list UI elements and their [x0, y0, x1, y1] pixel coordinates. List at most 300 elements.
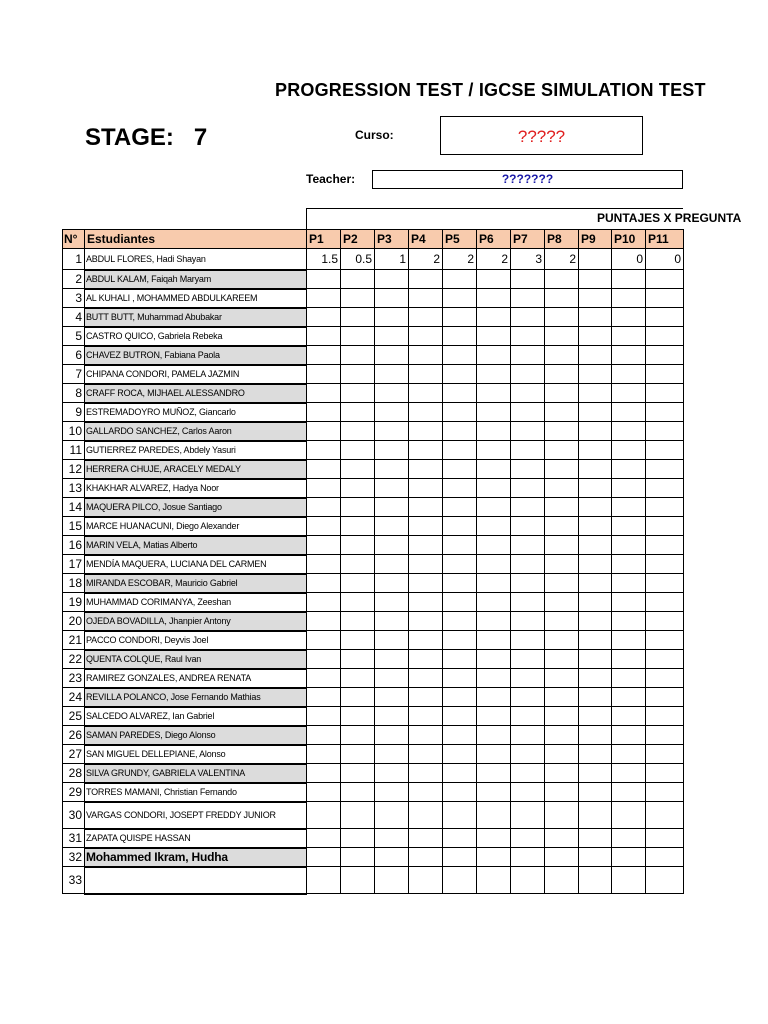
score-cell-p9[interactable] — [579, 650, 612, 669]
score-cell-p6[interactable] — [477, 829, 511, 848]
score-cell-p9[interactable] — [579, 308, 612, 327]
score-cell-p1[interactable] — [307, 346, 341, 365]
student-name-cell[interactable]: VARGAS CONDORI, JOSEPT FREDDY JUNIOR — [85, 802, 307, 829]
score-cell-p2[interactable] — [341, 612, 375, 631]
score-cell-p3[interactable] — [375, 848, 409, 867]
score-cell-p3[interactable] — [375, 802, 409, 829]
score-cell-p8[interactable] — [545, 498, 579, 517]
score-cell-p7[interactable] — [511, 867, 545, 894]
score-cell-p6[interactable] — [477, 441, 511, 460]
score-cell-p1[interactable] — [307, 555, 341, 574]
student-name-cell[interactable]: AL KUHALI , MOHAMMED ABDULKAREEM — [85, 289, 307, 308]
score-cell-p11[interactable] — [646, 460, 684, 479]
score-cell-p10[interactable]: 0 — [612, 249, 646, 270]
score-cell-p4[interactable] — [409, 688, 443, 707]
score-cell-p4[interactable] — [409, 498, 443, 517]
score-cell-p5[interactable] — [443, 829, 477, 848]
score-cell-p5[interactable] — [443, 517, 477, 536]
score-cell-p7[interactable] — [511, 669, 545, 688]
score-cell-p5[interactable] — [443, 365, 477, 384]
score-cell-p1[interactable] — [307, 308, 341, 327]
student-name-cell[interactable]: GALLARDO SANCHEZ, Carlos Aaron — [85, 422, 307, 441]
score-cell-p2[interactable] — [341, 669, 375, 688]
score-cell-p11[interactable] — [646, 669, 684, 688]
score-cell-p6[interactable] — [477, 726, 511, 745]
score-cell-p10[interactable] — [612, 308, 646, 327]
score-cell-p1[interactable] — [307, 498, 341, 517]
score-cell-p10[interactable] — [612, 764, 646, 783]
score-cell-p10[interactable] — [612, 555, 646, 574]
score-cell-p1[interactable] — [307, 517, 341, 536]
score-cell-p10[interactable] — [612, 574, 646, 593]
score-cell-p5[interactable] — [443, 346, 477, 365]
score-cell-p3[interactable] — [375, 536, 409, 555]
score-cell-p8[interactable] — [545, 479, 579, 498]
score-cell-p3[interactable] — [375, 612, 409, 631]
score-cell-p9[interactable] — [579, 764, 612, 783]
score-cell-p9[interactable] — [579, 688, 612, 707]
score-cell-p3[interactable] — [375, 460, 409, 479]
score-cell-p8[interactable] — [545, 574, 579, 593]
score-cell-p7[interactable] — [511, 498, 545, 517]
score-cell-p11[interactable] — [646, 707, 684, 726]
score-cell-p3[interactable] — [375, 441, 409, 460]
score-cell-p11[interactable] — [646, 384, 684, 403]
student-name-cell[interactable]: MIRANDA ESCOBAR, Mauricio Gabriel — [85, 574, 307, 593]
score-cell-p6[interactable] — [477, 574, 511, 593]
score-cell-p11[interactable] — [646, 422, 684, 441]
score-cell-p8[interactable] — [545, 270, 579, 289]
score-cell-p5[interactable] — [443, 612, 477, 631]
score-cell-p10[interactable] — [612, 612, 646, 631]
score-cell-p6[interactable] — [477, 612, 511, 631]
score-cell-p5[interactable] — [443, 707, 477, 726]
score-cell-p2[interactable]: 0.5 — [341, 249, 375, 270]
score-cell-p4[interactable] — [409, 308, 443, 327]
score-cell-p8[interactable] — [545, 688, 579, 707]
score-cell-p5[interactable] — [443, 270, 477, 289]
score-cell-p1[interactable]: 1.5 — [307, 249, 341, 270]
student-name-cell[interactable]: PACCO CONDORI, Deyvis Joel — [85, 631, 307, 650]
score-cell-p1[interactable] — [307, 867, 341, 894]
score-cell-p6[interactable] — [477, 289, 511, 308]
score-cell-p7[interactable] — [511, 593, 545, 612]
score-cell-p2[interactable] — [341, 346, 375, 365]
score-cell-p2[interactable] — [341, 631, 375, 650]
score-cell-p2[interactable] — [341, 460, 375, 479]
score-cell-p8[interactable] — [545, 422, 579, 441]
score-cell-p6[interactable] — [477, 688, 511, 707]
score-cell-p7[interactable] — [511, 612, 545, 631]
score-cell-p9[interactable] — [579, 631, 612, 650]
score-cell-p2[interactable] — [341, 574, 375, 593]
score-cell-p1[interactable] — [307, 707, 341, 726]
score-cell-p5[interactable] — [443, 650, 477, 669]
score-cell-p2[interactable] — [341, 867, 375, 894]
score-cell-p3[interactable] — [375, 726, 409, 745]
score-cell-p5[interactable] — [443, 867, 477, 894]
score-cell-p1[interactable] — [307, 764, 341, 783]
student-name-cell[interactable]: MARCE HUANACUNI, Diego Alexander — [85, 517, 307, 536]
score-cell-p1[interactable] — [307, 726, 341, 745]
score-cell-p4[interactable] — [409, 346, 443, 365]
score-cell-p8[interactable] — [545, 555, 579, 574]
score-cell-p10[interactable] — [612, 327, 646, 346]
score-cell-p2[interactable] — [341, 650, 375, 669]
score-cell-p4[interactable] — [409, 867, 443, 894]
score-cell-p5[interactable] — [443, 688, 477, 707]
score-cell-p4[interactable] — [409, 270, 443, 289]
score-cell-p11[interactable] — [646, 726, 684, 745]
student-name-cell[interactable]: SAN MIGUEL DELLEPIANE, Alonso — [85, 745, 307, 764]
score-cell-p5[interactable] — [443, 422, 477, 441]
score-cell-p8[interactable] — [545, 536, 579, 555]
score-cell-p1[interactable] — [307, 745, 341, 764]
score-cell-p7[interactable] — [511, 327, 545, 346]
score-cell-p8[interactable] — [545, 517, 579, 536]
score-cell-p8[interactable] — [545, 783, 579, 802]
score-cell-p4[interactable] — [409, 460, 443, 479]
score-cell-p11[interactable] — [646, 327, 684, 346]
score-cell-p8[interactable] — [545, 593, 579, 612]
score-cell-p2[interactable] — [341, 365, 375, 384]
score-cell-p3[interactable] — [375, 745, 409, 764]
score-cell-p1[interactable] — [307, 688, 341, 707]
student-name-cell[interactable]: SILVA GRUNDY, GABRIELA VALENTINA — [85, 764, 307, 783]
score-cell-p8[interactable] — [545, 346, 579, 365]
score-cell-p7[interactable] — [511, 517, 545, 536]
score-cell-p5[interactable] — [443, 669, 477, 688]
score-cell-p1[interactable] — [307, 593, 341, 612]
score-cell-p2[interactable] — [341, 802, 375, 829]
score-cell-p5[interactable] — [443, 536, 477, 555]
score-cell-p4[interactable] — [409, 574, 443, 593]
score-cell-p5[interactable] — [443, 308, 477, 327]
score-cell-p10[interactable] — [612, 707, 646, 726]
score-cell-p2[interactable] — [341, 327, 375, 346]
score-cell-p8[interactable] — [545, 308, 579, 327]
score-cell-p5[interactable] — [443, 745, 477, 764]
score-cell-p7[interactable] — [511, 555, 545, 574]
score-cell-p11[interactable] — [646, 517, 684, 536]
score-cell-p1[interactable] — [307, 327, 341, 346]
score-cell-p11[interactable]: 0 — [646, 249, 684, 270]
score-cell-p8[interactable] — [545, 802, 579, 829]
score-cell-p1[interactable] — [307, 479, 341, 498]
score-cell-p6[interactable] — [477, 498, 511, 517]
score-cell-p9[interactable] — [579, 612, 612, 631]
score-cell-p5[interactable]: 2 — [443, 249, 477, 270]
score-cell-p2[interactable] — [341, 308, 375, 327]
score-cell-p6[interactable] — [477, 745, 511, 764]
score-cell-p10[interactable] — [612, 536, 646, 555]
score-cell-p7[interactable] — [511, 574, 545, 593]
score-cell-p10[interactable] — [612, 783, 646, 802]
score-cell-p3[interactable] — [375, 384, 409, 403]
score-cell-p5[interactable] — [443, 555, 477, 574]
score-cell-p10[interactable] — [612, 848, 646, 867]
score-cell-p2[interactable] — [341, 536, 375, 555]
score-cell-p9[interactable] — [579, 555, 612, 574]
score-cell-p4[interactable] — [409, 650, 443, 669]
score-cell-p9[interactable] — [579, 783, 612, 802]
score-cell-p5[interactable] — [443, 479, 477, 498]
score-cell-p5[interactable] — [443, 289, 477, 308]
score-cell-p5[interactable] — [443, 327, 477, 346]
score-cell-p2[interactable] — [341, 593, 375, 612]
score-cell-p10[interactable] — [612, 631, 646, 650]
student-name-cell[interactable]: CHIPANA CONDORI, PAMELA JAZMIN — [85, 365, 307, 384]
score-cell-p6[interactable] — [477, 669, 511, 688]
score-cell-p11[interactable] — [646, 764, 684, 783]
score-cell-p7[interactable] — [511, 308, 545, 327]
student-name-cell[interactable]: MARIN VELA, Matias Alberto — [85, 536, 307, 555]
score-cell-p7[interactable] — [511, 764, 545, 783]
score-cell-p1[interactable] — [307, 650, 341, 669]
student-name-cell[interactable]: MAQUERA PILCO, Josue Santiago — [85, 498, 307, 517]
score-cell-p1[interactable] — [307, 422, 341, 441]
score-cell-p5[interactable] — [443, 631, 477, 650]
score-cell-p3[interactable] — [375, 867, 409, 894]
score-cell-p11[interactable] — [646, 612, 684, 631]
score-cell-p6[interactable] — [477, 270, 511, 289]
score-cell-p1[interactable] — [307, 829, 341, 848]
score-cell-p7[interactable] — [511, 346, 545, 365]
score-cell-p10[interactable] — [612, 517, 646, 536]
score-cell-p6[interactable] — [477, 802, 511, 829]
score-cell-p2[interactable] — [341, 270, 375, 289]
score-cell-p10[interactable] — [612, 365, 646, 384]
score-cell-p7[interactable] — [511, 783, 545, 802]
score-cell-p4[interactable] — [409, 384, 443, 403]
score-cell-p4[interactable] — [409, 802, 443, 829]
score-cell-p6[interactable] — [477, 365, 511, 384]
score-cell-p2[interactable] — [341, 384, 375, 403]
score-cell-p6[interactable] — [477, 593, 511, 612]
score-cell-p1[interactable] — [307, 403, 341, 422]
score-cell-p2[interactable] — [341, 517, 375, 536]
score-cell-p8[interactable] — [545, 867, 579, 894]
score-cell-p10[interactable] — [612, 346, 646, 365]
score-cell-p9[interactable] — [579, 867, 612, 894]
score-cell-p1[interactable] — [307, 441, 341, 460]
score-cell-p7[interactable] — [511, 536, 545, 555]
score-cell-p7[interactable] — [511, 422, 545, 441]
score-cell-p4[interactable] — [409, 441, 443, 460]
score-cell-p3[interactable] — [375, 289, 409, 308]
score-cell-p7[interactable] — [511, 270, 545, 289]
score-cell-p11[interactable] — [646, 270, 684, 289]
score-cell-p11[interactable] — [646, 346, 684, 365]
score-cell-p6[interactable] — [477, 867, 511, 894]
score-cell-p9[interactable] — [579, 249, 612, 270]
student-name-cell[interactable]: GUTIERREZ PAREDES, Abdely Yasuri — [85, 441, 307, 460]
score-cell-p8[interactable] — [545, 669, 579, 688]
score-cell-p10[interactable] — [612, 403, 646, 422]
score-cell-p2[interactable] — [341, 829, 375, 848]
student-name-cell[interactable]: CHAVEZ BUTRON, Fabiana Paola — [85, 346, 307, 365]
score-cell-p3[interactable] — [375, 707, 409, 726]
score-cell-p7[interactable] — [511, 650, 545, 669]
score-cell-p9[interactable] — [579, 460, 612, 479]
student-name-cell[interactable]: Mohammed Ikram, Hudha — [85, 848, 307, 867]
student-name-cell[interactable]: SALCEDO ALVAREZ, Ian Gabriel — [85, 707, 307, 726]
score-cell-p9[interactable] — [579, 574, 612, 593]
score-cell-p11[interactable] — [646, 802, 684, 829]
score-cell-p5[interactable] — [443, 460, 477, 479]
score-cell-p9[interactable] — [579, 707, 612, 726]
score-cell-p4[interactable] — [409, 479, 443, 498]
score-cell-p7[interactable] — [511, 289, 545, 308]
score-cell-p8[interactable] — [545, 384, 579, 403]
score-cell-p7[interactable] — [511, 707, 545, 726]
score-cell-p11[interactable] — [646, 848, 684, 867]
score-cell-p3[interactable] — [375, 764, 409, 783]
score-cell-p7[interactable] — [511, 726, 545, 745]
score-cell-p2[interactable] — [341, 555, 375, 574]
score-cell-p8[interactable] — [545, 612, 579, 631]
score-cell-p8[interactable] — [545, 289, 579, 308]
score-cell-p4[interactable] — [409, 764, 443, 783]
score-cell-p6[interactable] — [477, 327, 511, 346]
score-cell-p10[interactable] — [612, 479, 646, 498]
student-name-cell[interactable]: REVILLA POLANCO, Jose Fernando Mathias — [85, 688, 307, 707]
score-cell-p4[interactable] — [409, 289, 443, 308]
score-cell-p1[interactable] — [307, 460, 341, 479]
score-cell-p10[interactable] — [612, 270, 646, 289]
score-cell-p8[interactable] — [545, 460, 579, 479]
score-cell-p1[interactable] — [307, 783, 341, 802]
score-cell-p7[interactable] — [511, 365, 545, 384]
score-cell-p11[interactable] — [646, 479, 684, 498]
score-cell-p6[interactable] — [477, 650, 511, 669]
student-name-cell[interactable]: ABDUL KALAM, Faiqah Maryam — [85, 270, 307, 289]
score-cell-p11[interactable] — [646, 650, 684, 669]
score-cell-p6[interactable] — [477, 848, 511, 867]
curso-field[interactable]: ????? — [440, 116, 643, 155]
score-cell-p6[interactable] — [477, 555, 511, 574]
score-cell-p9[interactable] — [579, 422, 612, 441]
score-cell-p10[interactable] — [612, 384, 646, 403]
score-cell-p3[interactable] — [375, 517, 409, 536]
score-cell-p5[interactable] — [443, 403, 477, 422]
score-cell-p5[interactable] — [443, 802, 477, 829]
score-cell-p11[interactable] — [646, 783, 684, 802]
score-cell-p3[interactable] — [375, 688, 409, 707]
score-cell-p8[interactable] — [545, 327, 579, 346]
score-cell-p9[interactable] — [579, 346, 612, 365]
score-cell-p9[interactable] — [579, 498, 612, 517]
score-cell-p3[interactable] — [375, 498, 409, 517]
score-cell-p9[interactable] — [579, 829, 612, 848]
student-name-cell[interactable] — [85, 867, 307, 894]
score-cell-p11[interactable] — [646, 289, 684, 308]
score-cell-p2[interactable] — [341, 783, 375, 802]
score-cell-p7[interactable]: 3 — [511, 249, 545, 270]
score-cell-p1[interactable] — [307, 536, 341, 555]
score-cell-p11[interactable] — [646, 867, 684, 894]
score-cell-p9[interactable] — [579, 384, 612, 403]
student-name-cell[interactable]: BUTT BUTT, Muhammad Abubakar — [85, 308, 307, 327]
score-cell-p11[interactable] — [646, 745, 684, 764]
score-cell-p6[interactable] — [477, 422, 511, 441]
score-cell-p11[interactable] — [646, 555, 684, 574]
score-cell-p9[interactable] — [579, 802, 612, 829]
score-cell-p9[interactable] — [579, 441, 612, 460]
score-cell-p8[interactable] — [545, 829, 579, 848]
score-cell-p9[interactable] — [579, 669, 612, 688]
score-cell-p5[interactable] — [443, 848, 477, 867]
score-cell-p3[interactable] — [375, 365, 409, 384]
score-cell-p2[interactable] — [341, 289, 375, 308]
student-name-cell[interactable]: MUHAMMAD CORIMANYA, Zeeshan — [85, 593, 307, 612]
score-cell-p9[interactable] — [579, 745, 612, 764]
score-cell-p8[interactable] — [545, 848, 579, 867]
score-cell-p1[interactable] — [307, 384, 341, 403]
score-cell-p5[interactable] — [443, 574, 477, 593]
score-cell-p8[interactable] — [545, 631, 579, 650]
score-cell-p3[interactable] — [375, 783, 409, 802]
student-name-cell[interactable]: MENDÍA MAQUERA, LUCIANA DEL CARMEN — [85, 555, 307, 574]
score-cell-p6[interactable] — [477, 479, 511, 498]
score-cell-p10[interactable] — [612, 498, 646, 517]
score-cell-p2[interactable] — [341, 745, 375, 764]
student-name-cell[interactable]: CRAFF ROCA, MIJHAEL ALESSANDRO — [85, 384, 307, 403]
score-cell-p8[interactable] — [545, 365, 579, 384]
score-cell-p7[interactable] — [511, 631, 545, 650]
score-cell-p7[interactable] — [511, 384, 545, 403]
score-cell-p4[interactable] — [409, 422, 443, 441]
score-cell-p7[interactable] — [511, 745, 545, 764]
score-cell-p7[interactable] — [511, 688, 545, 707]
teacher-field[interactable]: ??????? — [372, 170, 683, 189]
score-cell-p6[interactable] — [477, 403, 511, 422]
score-cell-p6[interactable]: 2 — [477, 249, 511, 270]
score-cell-p6[interactable] — [477, 783, 511, 802]
score-cell-p2[interactable] — [341, 403, 375, 422]
score-cell-p3[interactable] — [375, 650, 409, 669]
score-cell-p7[interactable] — [511, 460, 545, 479]
score-cell-p1[interactable] — [307, 848, 341, 867]
score-cell-p8[interactable] — [545, 650, 579, 669]
score-cell-p6[interactable] — [477, 308, 511, 327]
student-name-cell[interactable]: TORRES MAMANI, Christian Fernando — [85, 783, 307, 802]
score-cell-p2[interactable] — [341, 707, 375, 726]
score-cell-p7[interactable] — [511, 479, 545, 498]
score-cell-p6[interactable] — [477, 536, 511, 555]
score-cell-p4[interactable] — [409, 745, 443, 764]
score-cell-p4[interactable] — [409, 829, 443, 848]
score-cell-p2[interactable] — [341, 422, 375, 441]
student-name-cell[interactable]: ESTREMADOYRO MUÑOZ, Giancarlo — [85, 403, 307, 422]
score-cell-p2[interactable] — [341, 688, 375, 707]
score-cell-p11[interactable] — [646, 441, 684, 460]
score-cell-p3[interactable] — [375, 479, 409, 498]
score-cell-p6[interactable] — [477, 460, 511, 479]
student-name-cell[interactable]: RAMIREZ GONZALES, ANDREA RENATA — [85, 669, 307, 688]
score-cell-p4[interactable] — [409, 669, 443, 688]
score-cell-p1[interactable] — [307, 612, 341, 631]
score-cell-p4[interactable] — [409, 365, 443, 384]
score-cell-p9[interactable] — [579, 479, 612, 498]
score-cell-p3[interactable] — [375, 308, 409, 327]
score-cell-p6[interactable] — [477, 384, 511, 403]
score-cell-p6[interactable] — [477, 707, 511, 726]
score-cell-p9[interactable] — [579, 726, 612, 745]
score-cell-p5[interactable] — [443, 593, 477, 612]
score-cell-p5[interactable] — [443, 783, 477, 802]
score-cell-p1[interactable] — [307, 669, 341, 688]
